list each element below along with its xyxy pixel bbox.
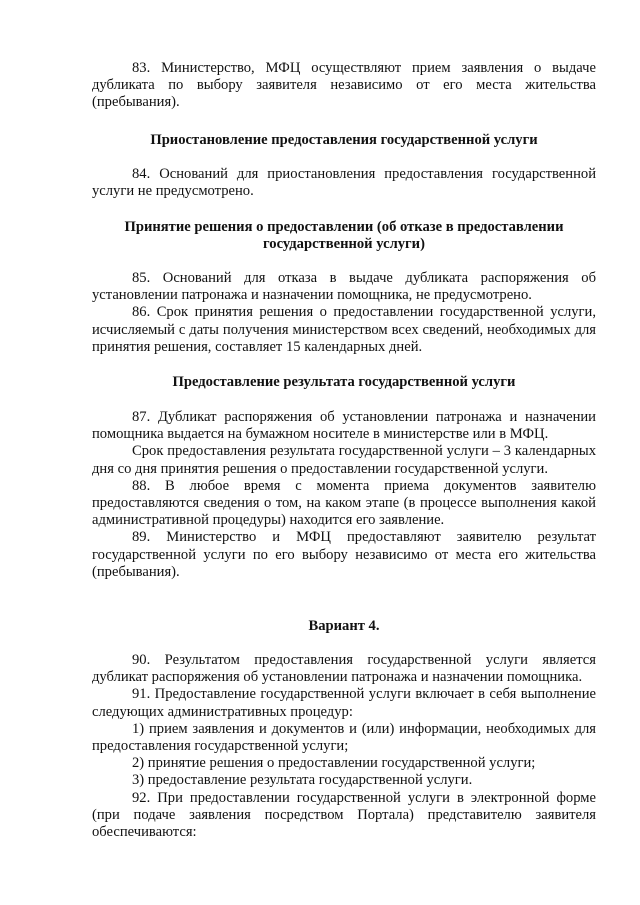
paragraphs-87-89: [92, 409, 596, 581]
paragraph-87b-text: Срок предоставления результата государственной услуги – 3 календарных дня со дня принятия решения о предоставлении государственной услуги.: [92, 443, 596, 477]
paragraph-83: [92, 60, 596, 112]
heading-variant-4: Вариант 4.: [308, 618, 380, 634]
paragraph-85-text: 85. Оснований для отказа в выдаче дубликата распоряжения об установлении патронажа и назначении помощника, не предусмотрено.: [92, 270, 596, 304]
heading-decision: [92, 219, 596, 253]
heading-decision-line2: государственной услуги): [263, 236, 425, 253]
heading-decision-line1: Принятие решения о предоставлении (об отказе в предоставлении: [124, 219, 564, 235]
paragraph-88-text: 88. В любое время с момента приема документов заявителю предоставляются сведения о том, на каком этапе (в процессе выполнения какой административной процедуры) находится его заявление.: [92, 477, 596, 529]
paragraph-83-text: 83. Министерство, МФЦ осуществляют прием заявления о выдаче дубликата по выбору заявителя независимо от его места жительства (пребывания).: [92, 60, 596, 111]
paragraph-91-text: 91. Предоставление государственной услуги включает в себя выполнение следующих административных процедур:: [92, 686, 596, 720]
paragraph-90-text: 90. Результатом предоставления государственной услуги является дубликат распоряжения об установлении патронажа и назначении помощника.: [92, 652, 596, 686]
list-item: 3) предоставление результата государственной услуги.: [132, 772, 473, 789]
paragraph-89-text: 89. Министерство и МФЦ предоставляют заявителю результат государственной услуги по его выбору независимо от места его жительства (пребывания).: [92, 529, 596, 580]
list-item: 1) прием заявления и документов и (или) информации, необходимых для предоставления государственной услуги;: [92, 720, 596, 755]
paragraph-84-text: 84. Оснований для приостановления предоставления государственной услуги не предусмотрено.: [92, 166, 596, 200]
paragraphs-90-92: [92, 652, 596, 841]
paragraph-92-text: 92. При предоставлении государственной услуги в электронной форме (при подаче заявления посредством Портала) представителю заявителя обеспечиваются:: [92, 789, 596, 841]
paragraph-84: [92, 166, 596, 200]
paragraph-87-text: 87. Дубликат распоряжения об установлении патронажа и назначении помощника выдается на бумажном носителе в министерстве или в МФЦ.: [92, 409, 596, 443]
list-item: 2) принятие решения о предоставлении государственной услуги;: [132, 755, 536, 772]
heading-suspension: Приостановление предоставления государственной услуги: [150, 132, 538, 148]
procedures-list: [92, 721, 596, 790]
paragraphs-85-86: [92, 270, 596, 356]
paragraph-86-text: 86. Срок принятия решения о предоставлении государственной услуги, исчисляемый с даты получения министерством всех сведений, необходимых для принятия решения, составляет 15 календарных дней.: [92, 304, 596, 355]
heading-result: Предоставление результата государственной услуги: [172, 374, 516, 390]
